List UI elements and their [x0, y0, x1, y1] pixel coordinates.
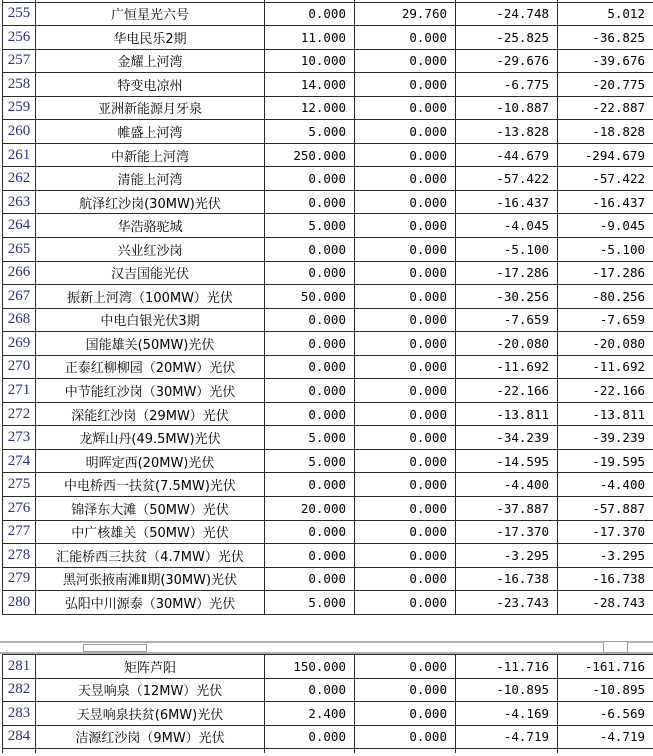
plant-name-cell[interactable]: 汇能桥西三扶贫（4.7MW）光伏 [36, 544, 265, 568]
table-row [3, 702, 653, 726]
plant-name-cell[interactable]: 黑河张掖南滩Ⅱ期(30MW)光伏 [36, 567, 265, 591]
plant-name-cell[interactable]: 汉吉国能光伏 [36, 261, 265, 285]
value-cell[interactable]: 250.000 [265, 143, 355, 167]
value-cell[interactable]: 0.000 [355, 285, 456, 309]
split-handle-right[interactable] [603, 641, 628, 653]
plant-name-cell[interactable]: 广恒星光六号 [36, 2, 265, 26]
value-cell[interactable]: 0.000 [265, 379, 355, 403]
row-number-cell[interactable]: 260 [3, 120, 36, 144]
row-number-cell[interactable]: 261 [3, 143, 36, 167]
value-cell[interactable]: 0.000 [355, 655, 456, 679]
value-cell[interactable]: -3.295 [456, 544, 558, 568]
row-number-cell[interactable]: 281 [3, 655, 36, 679]
row-number-cell[interactable]: 258 [3, 73, 36, 97]
value-cell[interactable]: 0.000 [355, 449, 456, 473]
plant-name-cell[interactable]: 特变电凉州 [36, 73, 265, 97]
value-cell[interactable]: 0.000 [355, 237, 456, 261]
table-row [3, 261, 653, 285]
row-number-cell[interactable]: 279 [3, 567, 36, 591]
value-cell[interactable]: -5.100 [558, 237, 653, 261]
plant-name-cell[interactable]: 华电民乐2期 [36, 26, 265, 50]
table-row [3, 120, 653, 144]
value-cell[interactable]: -14.595 [456, 449, 558, 473]
row-number-cell[interactable]: 259 [3, 96, 36, 120]
table-row [3, 26, 653, 50]
value-cell[interactable]: -22.166 [558, 379, 653, 403]
value-cell[interactable]: -39.239 [558, 426, 653, 450]
value-cell[interactable]: -29.676 [456, 49, 558, 73]
plant-name-cell[interactable]: 深能红沙岗（29MW）光伏 [36, 402, 265, 426]
lower-pane [2, 654, 653, 756]
value-cell[interactable]: 10.000 [265, 49, 355, 73]
value-cell[interactable]: -161.716 [558, 655, 653, 679]
table-row [3, 426, 653, 450]
plant-name-cell[interactable]: 洁源红沙岗（9MW）光伏 [36, 725, 265, 749]
table-row [3, 544, 653, 568]
table-row [3, 214, 653, 238]
value-cell[interactable]: 29.760 [355, 2, 456, 26]
value-cell[interactable]: 0.000 [355, 520, 456, 544]
table-row [3, 520, 653, 544]
value-cell[interactable]: 0.000 [265, 678, 355, 702]
table-row [3, 725, 653, 749]
value-cell[interactable]: -24.748 [456, 2, 558, 26]
plant-name-cell[interactable]: 华浩骆驼城 [36, 214, 265, 238]
value-cell[interactable]: 5.000 [265, 120, 355, 144]
value-cell[interactable]: -10.895 [456, 678, 558, 702]
row-number-cell[interactable]: 274 [3, 449, 36, 473]
value-cell[interactable]: 0.000 [355, 214, 456, 238]
value-cell[interactable]: 5.012 [558, 2, 653, 26]
plant-name-cell[interactable]: 振新上河湾（100MW）光伏 [36, 285, 265, 309]
value-cell[interactable]: -36.825 [558, 26, 653, 50]
value-cell[interactable]: 0.000 [355, 26, 456, 50]
value-cell[interactable]: 0.000 [355, 308, 456, 332]
value-cell[interactable]: 0.000 [355, 496, 456, 520]
value-cell[interactable]: -22.887 [558, 96, 653, 120]
value-cell[interactable]: 0.000 [355, 190, 456, 214]
value-cell[interactable]: 0.000 [265, 332, 355, 356]
value-cell[interactable]: -20.775 [558, 73, 653, 97]
value-cell[interactable]: 0.000 [355, 73, 456, 97]
plant-name-cell[interactable]: 弘阳中川源泰（30MW）光伏 [36, 591, 265, 615]
value-cell[interactable]: 0.000 [265, 725, 355, 749]
row-number-cell[interactable]: 263 [3, 190, 36, 214]
row-number-cell[interactable]: 271 [3, 379, 36, 403]
value-cell[interactable]: 14.000 [265, 73, 355, 97]
value-cell[interactable]: 0.000 [265, 261, 355, 285]
value-cell[interactable]: -80.256 [558, 285, 653, 309]
value-cell[interactable]: -16.437 [558, 190, 653, 214]
value-cell[interactable]: -13.811 [456, 402, 558, 426]
value-cell[interactable]: 0.000 [265, 308, 355, 332]
table-row [3, 473, 653, 497]
plant-name-cell[interactable]: 兴业红沙岗 [36, 237, 265, 261]
row-number-cell[interactable]: 265 [3, 237, 36, 261]
value-cell[interactable]: -57.422 [456, 167, 558, 191]
table-row [3, 143, 653, 167]
row-number-cell[interactable]: 283 [3, 702, 36, 726]
table-row [3, 332, 653, 356]
value-cell[interactable]: -16.738 [558, 567, 653, 591]
row-number-cell[interactable]: 278 [3, 544, 36, 568]
value-cell[interactable]: -16.738 [456, 567, 558, 591]
value-cell[interactable]: 0.000 [265, 355, 355, 379]
plant-name-cell[interactable]: 龙辉山丹(49.5MW)光伏 [36, 426, 265, 450]
value-cell[interactable]: 0.000 [265, 520, 355, 544]
value-cell[interactable]: 5.000 [265, 449, 355, 473]
value-cell[interactable]: -11.692 [558, 355, 653, 379]
value-cell[interactable]: -25.825 [456, 26, 558, 50]
row-number-cell[interactable]: 273 [3, 426, 36, 450]
window-split-bar[interactable] [0, 641, 653, 654]
value-cell[interactable]: 0.000 [265, 544, 355, 568]
value-cell[interactable]: -20.080 [558, 332, 653, 356]
value-cell[interactable]: 0.000 [355, 120, 456, 144]
value-cell[interactable]: -17.286 [558, 261, 653, 285]
value-cell[interactable]: -4.400 [558, 473, 653, 497]
plant-name-cell[interactable]: 中电白银光伏3期 [36, 308, 265, 332]
value-cell[interactable]: -17.370 [456, 520, 558, 544]
value-cell[interactable]: 0.000 [355, 473, 456, 497]
value-cell[interactable]: 0.000 [355, 725, 456, 749]
table-row [3, 167, 653, 191]
value-cell[interactable]: 0.000 [265, 567, 355, 591]
data-table-lower [2, 654, 653, 753]
value-cell[interactable]: 12.000 [265, 96, 355, 120]
value-cell[interactable]: 0.000 [355, 49, 456, 73]
value-cell[interactable]: -4.719 [558, 725, 653, 749]
table-row [3, 96, 653, 120]
plant-name-cell[interactable]: 帷盛上河湾 [36, 120, 265, 144]
table-row [3, 379, 653, 403]
plant-name-cell[interactable]: 中广核雄关（50MW）光伏 [36, 520, 265, 544]
value-cell[interactable]: 11.000 [265, 26, 355, 50]
table-row [3, 355, 653, 379]
value-cell[interactable]: -11.692 [456, 355, 558, 379]
value-cell[interactable]: -18.828 [558, 120, 653, 144]
value-cell[interactable]: 5.000 [265, 426, 355, 450]
value-cell[interactable]: -17.370 [558, 520, 653, 544]
row-number-cell[interactable]: 257 [3, 49, 36, 73]
value-cell[interactable]: -39.676 [558, 49, 653, 73]
value-cell[interactable]: 0.000 [265, 402, 355, 426]
value-cell[interactable]: -19.595 [558, 449, 653, 473]
value-cell[interactable]: 0.000 [355, 332, 456, 356]
table-row [3, 285, 653, 309]
value-cell[interactable]: -20.080 [456, 332, 558, 356]
value-cell[interactable]: -294.679 [558, 143, 653, 167]
plant-name-cell[interactable]: 明晖定西(20MW)光伏 [36, 449, 265, 473]
value-cell[interactable]: -10.887 [456, 96, 558, 120]
value-cell[interactable]: -3.295 [558, 544, 653, 568]
value-cell[interactable]: 20.000 [265, 496, 355, 520]
value-cell[interactable]: -5.100 [456, 237, 558, 261]
table-row [3, 237, 653, 261]
plant-name-cell[interactable]: 亚洲新能源月牙泉 [36, 96, 265, 120]
partial-row-bottom [3, 749, 653, 753]
value-cell[interactable]: 0.000 [355, 544, 456, 568]
value-cell[interactable]: 0.000 [355, 355, 456, 379]
plant-name-cell[interactable]: 天昱响泉（12MW）光伏 [36, 678, 265, 702]
value-cell[interactable]: 2.400 [265, 702, 355, 726]
row-number-cell[interactable]: 284 [3, 725, 36, 749]
plant-name-cell[interactable]: 矩阵芦阳 [36, 655, 265, 679]
row-number-cell[interactable]: 267 [3, 285, 36, 309]
value-cell[interactable]: -4.719 [456, 725, 558, 749]
row-number-cell[interactable]: 280 [3, 591, 36, 615]
value-cell[interactable]: -23.743 [456, 591, 558, 615]
row-number-cell[interactable]: 269 [3, 332, 36, 356]
plant-name-cell[interactable]: 国能雄关(50MW)光伏 [36, 332, 265, 356]
table-row [3, 449, 653, 473]
value-cell[interactable]: -6.775 [456, 73, 558, 97]
split-handle-left[interactable] [83, 644, 147, 652]
plant-name-cell[interactable]: 正泰红柳柳园（20MW）光伏 [36, 355, 265, 379]
value-cell[interactable]: -4.169 [456, 702, 558, 726]
row-number-cell[interactable]: 275 [3, 473, 36, 497]
value-cell[interactable]: -16.437 [456, 190, 558, 214]
plant-name-cell[interactable]: 金耀上河湾 [36, 49, 265, 73]
table-row [3, 567, 653, 591]
row-number-cell[interactable]: 272 [3, 402, 36, 426]
value-cell[interactable]: 0.000 [355, 379, 456, 403]
row-number-cell[interactable]: 255 [3, 2, 36, 26]
value-cell[interactable]: -10.895 [558, 678, 653, 702]
value-cell[interactable]: 0.000 [355, 96, 456, 120]
value-cell[interactable]: 5.000 [265, 214, 355, 238]
value-cell[interactable]: 50.000 [265, 285, 355, 309]
row-number-cell[interactable]: 264 [3, 214, 36, 238]
value-cell[interactable]: 0.000 [355, 702, 456, 726]
table-row [3, 190, 653, 214]
value-cell[interactable]: 0.000 [355, 426, 456, 450]
value-cell[interactable]: 0.000 [355, 678, 456, 702]
plant-name-cell[interactable]: 天昱响泉扶贫(6MW)光伏 [36, 702, 265, 726]
value-cell[interactable]: -34.239 [456, 426, 558, 450]
plant-name-cell[interactable]: 清能上河湾 [36, 167, 265, 191]
plant-name-cell[interactable]: 航泽红沙岗(30MW)光伏 [36, 190, 265, 214]
value-cell[interactable]: 0.000 [265, 473, 355, 497]
value-cell[interactable]: 150.000 [265, 655, 355, 679]
value-cell[interactable]: -57.422 [558, 167, 653, 191]
value-cell[interactable]: 0.000 [355, 143, 456, 167]
value-cell[interactable]: 5.000 [265, 591, 355, 615]
row-number-cell[interactable]: 262 [3, 167, 36, 191]
value-cell[interactable]: -4.045 [456, 214, 558, 238]
upper-pane [2, 0, 653, 641]
data-table-upper [2, 0, 653, 615]
value-cell[interactable]: 0.000 [355, 402, 456, 426]
row-number-cell[interactable]: 277 [3, 520, 36, 544]
value-cell[interactable]: -6.569 [558, 702, 653, 726]
row-number-cell[interactable]: 268 [3, 308, 36, 332]
value-cell[interactable]: 0.000 [355, 591, 456, 615]
value-cell[interactable]: -30.256 [456, 285, 558, 309]
row-number-cell[interactable]: 282 [3, 678, 36, 702]
table-row [3, 308, 653, 332]
value-cell[interactable]: -4.400 [456, 473, 558, 497]
table-row [3, 402, 653, 426]
table-row [3, 2, 653, 26]
value-cell[interactable]: -28.743 [558, 591, 653, 615]
table-row [3, 496, 653, 520]
value-cell[interactable]: -44.679 [456, 143, 558, 167]
value-cell[interactable]: -13.811 [558, 402, 653, 426]
value-cell[interactable]: 0.000 [265, 237, 355, 261]
table-row [3, 655, 653, 679]
row-number-cell[interactable]: 256 [3, 26, 36, 50]
table-row [3, 591, 653, 615]
value-cell[interactable]: 0.000 [355, 567, 456, 591]
row-number-cell[interactable]: 276 [3, 496, 36, 520]
value-cell[interactable]: -17.286 [456, 261, 558, 285]
plant-name-cell[interactable]: 中新能上河湾 [36, 143, 265, 167]
value-cell[interactable]: -11.716 [456, 655, 558, 679]
table-row [3, 678, 653, 702]
value-cell[interactable]: 0.000 [265, 2, 355, 26]
plant-name-cell[interactable]: 中节能红沙岗（30MW）光伏 [36, 379, 265, 403]
value-cell[interactable]: -37.887 [456, 496, 558, 520]
value-cell[interactable]: 0.000 [265, 190, 355, 214]
row-number-cell[interactable]: 270 [3, 355, 36, 379]
value-cell[interactable]: -9.045 [558, 214, 653, 238]
value-cell[interactable]: -13.828 [456, 120, 558, 144]
value-cell[interactable]: 0.000 [355, 167, 456, 191]
table-row [3, 73, 653, 97]
row-number-cell[interactable]: 266 [3, 261, 36, 285]
value-cell[interactable]: -57.887 [558, 496, 653, 520]
plant-name-cell[interactable]: 锦泽东大滩（50MW）光伏 [36, 496, 265, 520]
value-cell[interactable]: -22.166 [456, 379, 558, 403]
value-cell[interactable]: 0.000 [355, 261, 456, 285]
plant-name-cell[interactable]: 中电桥西一扶贫(7.5MW)光伏 [36, 473, 265, 497]
table-row [3, 49, 653, 73]
value-cell[interactable]: -7.659 [456, 308, 558, 332]
value-cell[interactable]: -7.659 [558, 308, 653, 332]
value-cell[interactable]: 0.000 [265, 167, 355, 191]
